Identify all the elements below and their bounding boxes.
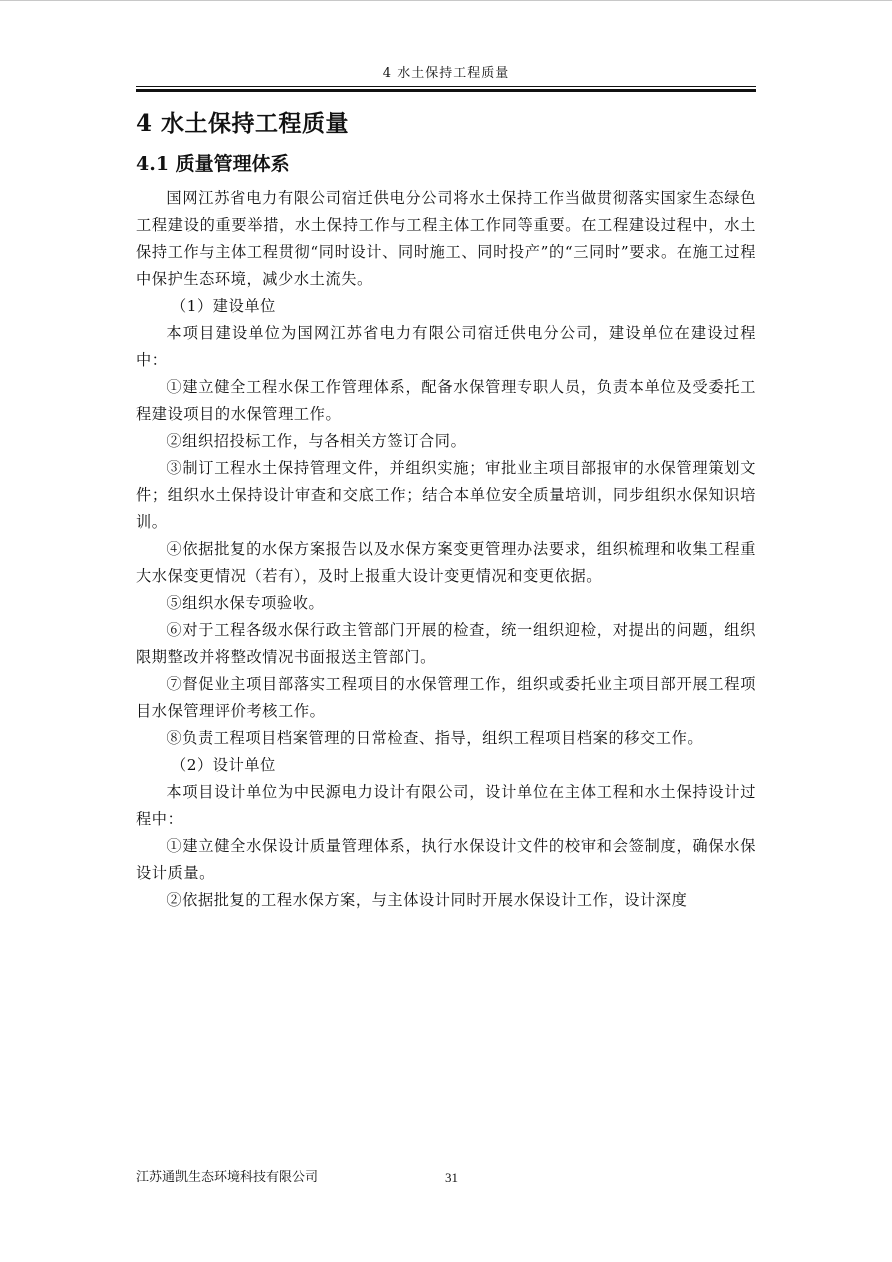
page-top-border — [0, 0, 892, 1]
header-rule-thin — [136, 86, 756, 87]
paragraph-design-unit: 本项目设计单位为中民源电力设计有限公司，设计单位在主体工程和水土保持设计过程中： — [136, 783, 756, 828]
list-item: ⑤组织水保专项验收。 — [166, 594, 325, 612]
paragraph-construction-unit: 本项目建设单位为国网江苏省电力有限公司宿迁供电分公司，建设单位在建设过程中： — [136, 324, 756, 369]
list-item: ②组织招投标工作，与各相关方签订合同。 — [166, 432, 467, 450]
page-content — [136, 105, 756, 914]
chapter-title: 4 水土保持工程质量 — [136, 110, 350, 137]
list-item: ③制订工程水土保持管理文件，并组织实施；审批业主项目部报审的水保管理策划文件；组织水土保持设计审查和交底工作；结合本单位安全质量培训，同步组织水保知识培训。 — [136, 459, 756, 531]
body-text — [136, 185, 756, 914]
header-rule-thick — [136, 89, 756, 92]
running-header: 4 水土保持工程质量 — [382, 66, 510, 81]
list-item: ⑥对于工程各级水保行政主管部门开展的检查，统一组织迎检，对提出的问题，组织限期整改并将整改情况书面报送主管部门。 — [136, 621, 756, 666]
section-title: 4.1 质量管理体系 — [136, 153, 290, 175]
list-item: ④依据批复的水保方案报告以及水保方案变更管理办法要求，组织梳理和收集工程重大水保变更情况（若有），及时上报重大设计变更情况和变更依据。 — [136, 540, 756, 585]
list-item: ①建立健全水保设计质量管理体系，执行水保设计文件的校审和会签制度，确保水保设计质量。 — [136, 837, 756, 882]
page-number: 31 — [445, 1170, 458, 1185]
footer-company: 江苏通凯生态环境科技有限公司 — [136, 1170, 319, 1185]
list-item: ①建立健全工程水保工作管理体系，配备水保管理专职人员，负责本单位及受委托工程建设项目的水保管理工作。 — [136, 378, 756, 423]
paragraph-intro: 国网江苏省电力有限公司宿迁供电分公司将水土保持工作当做贯彻落实国家生态绿色工程建设的重要举措，水土保持工作与工程主体工作同等重要。在工程建设过程中，水土保持工作与主体工程贯彻“同时设计、同时施工、同时投产”的“三同时”要求。在施工过程中保护生态环境，减少水土流失。 — [136, 189, 756, 288]
subheading-design-unit: （2）设计单位 — [170, 756, 276, 774]
list-item: ⑦督促业主项目部落实工程项目的水保管理工作，组织或委托业主项目部开展工程项目水保管理评价考核工作。 — [136, 675, 756, 720]
list-item: ②依据批复的工程水保方案，与主体设计同时开展水保设计工作，设计深度 — [166, 891, 688, 909]
list-item: ⑧负责工程项目档案管理的日常检查、指导，组织工程项目档案的移交工作。 — [166, 729, 704, 747]
subheading-construction-unit: （1）建设单位 — [170, 297, 276, 315]
